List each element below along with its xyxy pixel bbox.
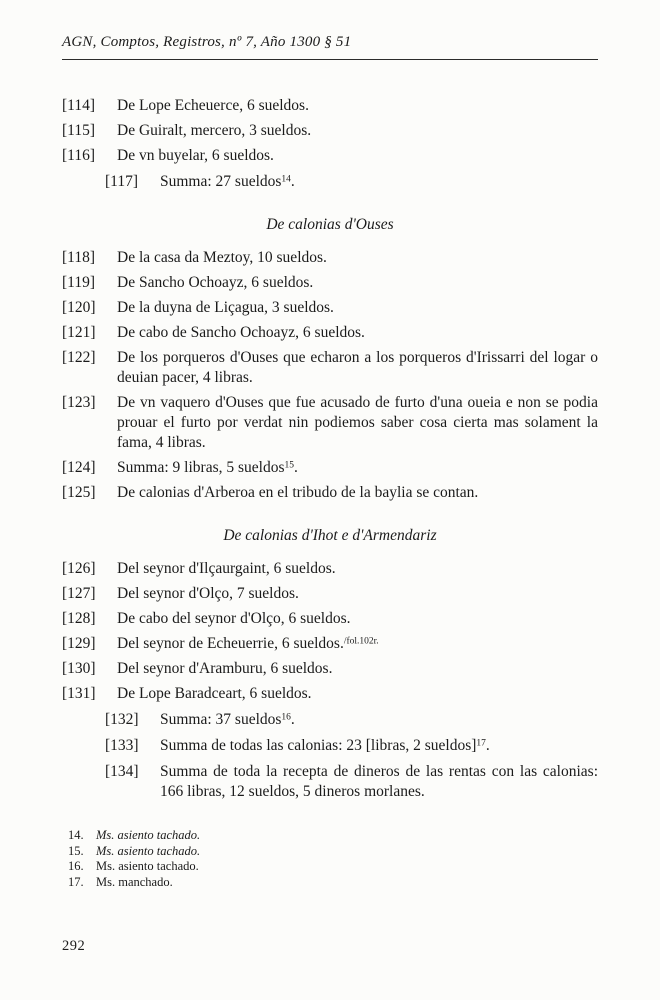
entry-131 bbox=[62, 684, 598, 704]
entry-text: Summa: 27 sueldos bbox=[160, 173, 282, 190]
entry-tail: . bbox=[290, 711, 295, 728]
entry-text: De la duyna de Liçagua, 3 sueldos. bbox=[117, 299, 334, 316]
entry-text: De vn buyelar, 6 sueldos. bbox=[117, 147, 274, 164]
footnote-text: Ms. asiento tachado. bbox=[96, 843, 201, 858]
footnote-16 bbox=[68, 859, 598, 875]
entry-tail: . bbox=[293, 459, 298, 476]
entry-126 bbox=[62, 559, 598, 579]
entry-text: Summa de toda la recepta de dineros de las rentas con las calonias: 166 libras, 12 sueldos, 5 dineros morlanes. bbox=[160, 763, 598, 800]
entry-number: [122] bbox=[62, 349, 96, 366]
entry-text: De vn vaquero d'Ouses que fue acusado de furto d'una oueia e non se podia prouar el furto por verdat nin podiemos saber cosa cierta mas solament la fama, 4 libras. bbox=[117, 394, 598, 451]
entry-number: [132] bbox=[105, 711, 139, 728]
entry-text: De los porqueros d'Ouses que echaron a los porqueros d'Irissarri del logar o deuian pacer, 4 libras. bbox=[117, 349, 598, 386]
footnote-14 bbox=[68, 828, 598, 844]
entry-text: De Guiralt, mercero, 3 sueldos. bbox=[117, 122, 312, 139]
entry-number: [131] bbox=[62, 685, 96, 702]
entry-number: [121] bbox=[62, 324, 96, 341]
entry-tail: . bbox=[485, 737, 490, 754]
entry-number: [115] bbox=[62, 122, 95, 139]
entry-120 bbox=[62, 298, 598, 318]
entry-text: Del seynor de Echeuerrie, 6 sueldos. bbox=[117, 635, 344, 652]
entry-122 bbox=[62, 348, 598, 388]
entry-text: Del seynor d'Ilçaurgaint, 6 sueldos. bbox=[117, 560, 336, 577]
entry-124-summa bbox=[62, 458, 598, 478]
entry-number: [129] bbox=[62, 635, 96, 652]
footnote-ref-14: 14 bbox=[281, 174, 291, 185]
running-header: AGN, Comptos, Registros, nº 7, Año 1300 § 51 bbox=[62, 32, 598, 60]
entry-text: De cabo de Sancho Ochoayz, 6 sueldos. bbox=[117, 324, 365, 341]
footnote-number: 14. bbox=[68, 828, 84, 842]
footnote-ref-16: 16 bbox=[281, 712, 291, 723]
footnote-number: 16. bbox=[68, 859, 84, 873]
entry-number: [117] bbox=[105, 173, 138, 190]
section-ouses bbox=[62, 215, 598, 503]
entry-number: [126] bbox=[62, 560, 96, 577]
entry-117-summa bbox=[105, 172, 598, 192]
folio-marker: /fol.102r. bbox=[343, 636, 379, 647]
entry-134-summa bbox=[105, 762, 598, 802]
footnote-15 bbox=[68, 844, 598, 860]
entry-text: De Sancho Ochoayz, 6 sueldos. bbox=[117, 274, 314, 291]
entry-number: [119] bbox=[62, 274, 95, 291]
entry-text: De Lope Baradceart, 6 sueldos. bbox=[117, 685, 312, 702]
entry-119 bbox=[62, 273, 598, 293]
entry-number: [120] bbox=[62, 299, 96, 316]
entry-text: De Lope Echeuerce, 6 sueldos. bbox=[117, 97, 309, 114]
entry-114 bbox=[62, 96, 598, 116]
section-heading-ihot: De calonias d'Ihot e d'Armendariz bbox=[223, 527, 437, 544]
entry-115 bbox=[62, 121, 598, 141]
footnote-17 bbox=[68, 875, 598, 891]
entry-text: Summa de todas las calonias: 23 [libras, 2 sueldos] bbox=[160, 737, 477, 754]
entry-number: [118] bbox=[62, 249, 95, 266]
section-intro bbox=[62, 96, 598, 192]
footnote-number: 15. bbox=[68, 843, 84, 858]
section-ihot-armendariz bbox=[62, 526, 598, 802]
page-number: 292 bbox=[62, 938, 86, 954]
entry-number: [114] bbox=[62, 97, 95, 114]
entry-number: [133] bbox=[105, 737, 139, 754]
entry-number: [134] bbox=[105, 763, 139, 780]
entry-text: De la casa da Meztoy, 10 sueldos. bbox=[117, 249, 327, 266]
entry-123 bbox=[62, 393, 598, 453]
entry-number: [116] bbox=[62, 147, 95, 164]
entry-number: [123] bbox=[62, 394, 96, 411]
entry-127 bbox=[62, 584, 598, 604]
entry-number: [127] bbox=[62, 585, 96, 602]
entry-121 bbox=[62, 323, 598, 343]
footnote-ref-17: 17 bbox=[476, 738, 486, 749]
entry-text: Del seynor d'Aramburu, 6 sueldos. bbox=[117, 660, 333, 677]
entry-128 bbox=[62, 609, 598, 629]
entry-tail: . bbox=[290, 173, 295, 190]
entry-number: [124] bbox=[62, 459, 96, 476]
footnote-text: Ms. asiento tachado. bbox=[96, 859, 199, 873]
entry-number: [125] bbox=[62, 484, 96, 501]
entry-text: Summa: 9 libras, 5 sueldos bbox=[117, 459, 285, 476]
footnote-ref-15: 15 bbox=[284, 460, 294, 471]
entry-number: [128] bbox=[62, 610, 96, 627]
footnotes bbox=[68, 828, 598, 890]
footnote-number: 17. bbox=[68, 874, 84, 889]
entry-129 bbox=[62, 634, 598, 654]
entry-text: De calonias d'Arberoa en el tribudo de la baylia se contan. bbox=[117, 484, 479, 501]
entry-text: Summa: 37 sueldos bbox=[160, 711, 282, 728]
entry-number: [130] bbox=[62, 660, 96, 677]
page-content bbox=[62, 96, 598, 890]
entry-text: De cabo del seynor d'Olço, 6 sueldos. bbox=[117, 610, 351, 627]
entry-118 bbox=[62, 248, 598, 268]
section-heading-ouses: De calonias d'Ouses bbox=[266, 216, 394, 233]
footnote-text: Ms. manchado. bbox=[96, 874, 173, 889]
entry-132-summa bbox=[105, 710, 598, 730]
entry-130 bbox=[62, 659, 598, 679]
entry-133-summa bbox=[105, 736, 598, 756]
entry-125 bbox=[62, 483, 598, 503]
entry-116 bbox=[62, 146, 598, 166]
footnote-text: Ms. asiento tachado. bbox=[96, 828, 201, 842]
entry-text: Del seynor d'Olço, 7 sueldos. bbox=[117, 585, 299, 602]
